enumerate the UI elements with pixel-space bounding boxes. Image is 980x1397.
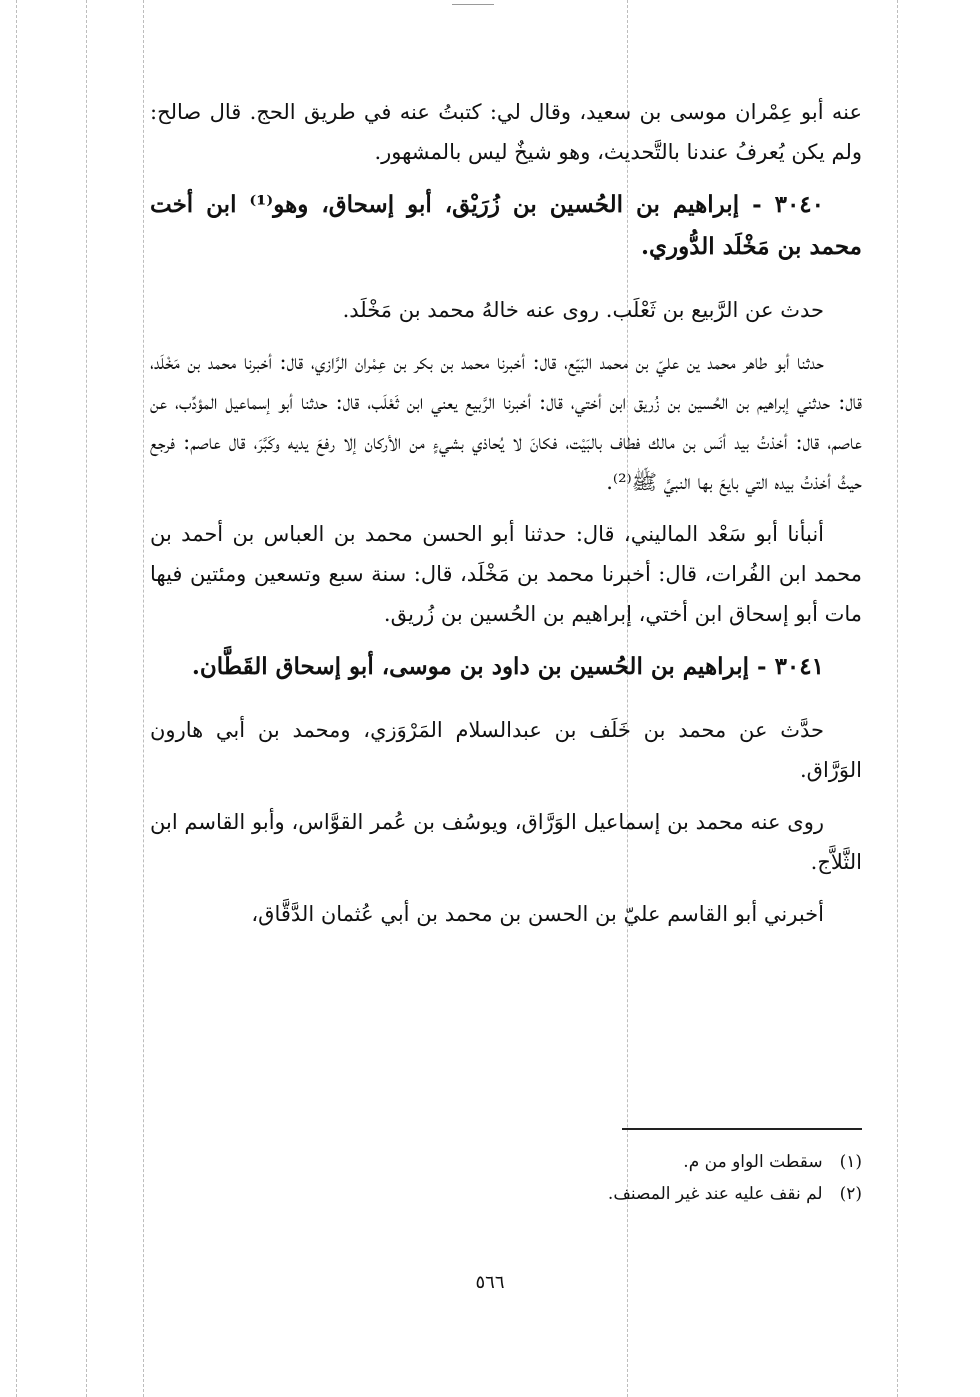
top-edge-rule (452, 4, 494, 5)
paragraph-continuation: عنه أبو عِمْران موسى بن سعيد، وقال لي: كتبتُ عنه في طريق الحج. قال صالح: ولم يكن يُعرفُ عندنا بالتَّحديث، وهو شيخٌ ليس بالمشهور. (150, 100, 862, 164)
paragraph-hadith: حدثنا أبو طاهر محمد ين عليّ بن محمد البَيّع، قال: أخبرنا محمد بن بكر بن عِمْران الرَّازي، قال: أخبرنا محمد بن مَخْلَد، قال: حدثني إبراهيم بن الحُسين بن زُريق ابن أختي، قال: أخبرنا الرَّبيع يعني ابن ثَعْلَب، قال: حدثنا أبو إسماعيل المؤدِّب، عن عاصم، قال: أخذتُ بيد أنَس بن مالك فطاف بالبَيْت، فكانَ لا يُحاذي بشيءٍ من الأركان إلا رفعَ يديه وكَبَّرَ، قال عاصم: فرجع حيثُ أخذتُ بيده التي بايعَ بها النبيَّ ﷺ⁽²⁾. (150, 350, 862, 494)
footnote-text: لم نقف عليه عند غير المصنف. (607, 1184, 823, 1204)
paragraph-narration: حدث عن الرَّبيع بن ثَعْلَب. روى عنه خالهُ محمد بن مَخْلَد. (342, 298, 824, 322)
footnote-item (560, 1146, 862, 1178)
paragraph-chain-start: أخبرني أبو القاسم عليّ بن الحسن بن محمد بن أبي عُثمان الدَّقَّاق، (251, 902, 824, 926)
footnotes (560, 1146, 862, 1210)
paragraph-narrated-by: روى عنه محمد بن إسماعيل الوَرَّاق، ويوسُف بن عُمر القوَّاس، وأبو القاسم ابن الثَّلاَّج. (150, 810, 862, 874)
entry-heading-3040: ٣٠٤٠ - إبراهيم بن الحُسين بن زُرَيْق، أبو إسحاق، وهو⁽¹⁾ ابن أخت محمد بن مَخْلَد الدُّوري. (150, 191, 862, 260)
paragraph-narrated-from: حدَّث عن محمد بن خَلَف بن عبدالسلام المَرْوَزي، ومحمد بن أبي هارون الوَرَّاق. (150, 718, 862, 782)
paragraph-death-date: أنبأنا أبو سَعْد الماليني، قال: حدثنا أبو الحسن محمد بن العباس بن أحمد بن محمد ابن الفُرات، قال: أخبرنا محمد بن مَخْلَد، قال: سنة سبع وتسعين ومئتين فيها مات أبو إسحاق ابن أختي، إبراهيم بن الحُسين بن زُريق. (150, 522, 862, 626)
footnote-number: (١) (839, 1152, 862, 1172)
entry-heading-3041: ٣٠٤١ - إبراهيم بن الحُسين بن داود بن موسى، أبو إسحاق القَطَّان. (191, 653, 824, 680)
scan-guide-line (143, 0, 144, 1397)
page-number: ٥٦٦ (475, 1272, 505, 1293)
scan-guide-line (16, 0, 17, 1397)
footnote-separator (622, 1128, 862, 1130)
footnote-number: (٢) (839, 1184, 862, 1204)
footnote-item (560, 1178, 862, 1210)
page-body (150, 92, 862, 946)
footnote-text: سقطت الواو من م. (683, 1152, 823, 1172)
scan-guide-line (86, 0, 87, 1397)
scan-guide-line (897, 0, 898, 1397)
